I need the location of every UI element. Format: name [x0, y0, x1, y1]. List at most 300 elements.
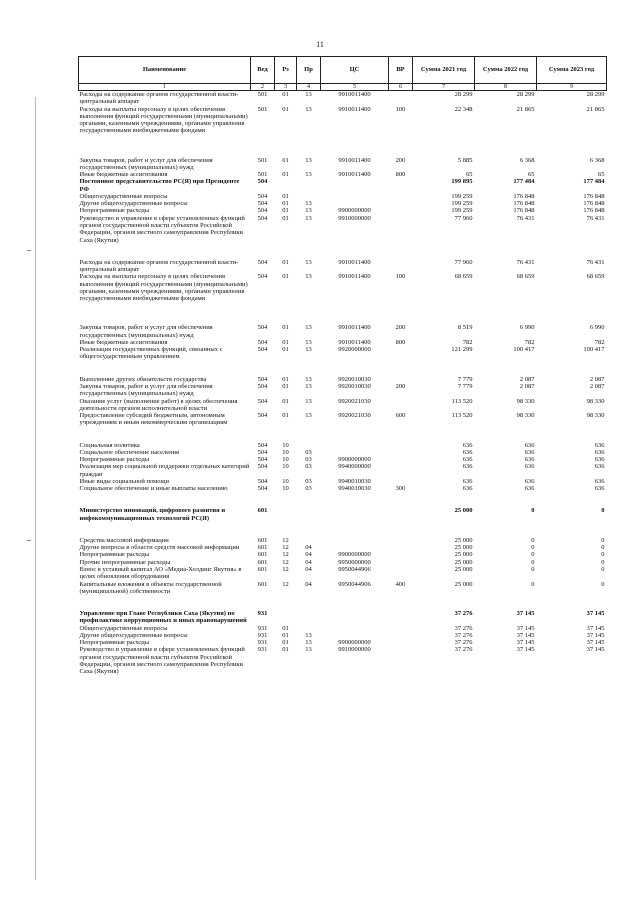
row-sum-2021: 7 779	[457, 382, 473, 390]
row-sum-2021: 199 259	[451, 200, 473, 208]
row-cs: 9910011400	[338, 105, 371, 113]
row-pr	[297, 610, 321, 625]
row-sum-2023: 0	[601, 566, 605, 574]
row-sum-2021: 199 259	[451, 207, 473, 215]
row-sum-2021: 22 348	[454, 105, 473, 113]
row-cs: 9940000000	[338, 463, 371, 471]
row-sum-2023: 636	[594, 477, 605, 485]
budget-table	[78, 56, 607, 675]
row-rz	[275, 178, 297, 193]
row-pr: 13	[305, 412, 312, 420]
row-pr: 04	[305, 566, 312, 574]
row-pr	[297, 507, 321, 522]
row-spacer-cell	[79, 492, 607, 507]
row-rz: 01	[282, 258, 289, 266]
row-sum-2021: 37 276	[454, 646, 473, 654]
row-sum-2023: 100 417	[583, 346, 605, 354]
table-row	[79, 625, 607, 632]
row-sum-2023: 636	[594, 485, 605, 493]
budget-table-container	[78, 56, 606, 675]
row-vr	[389, 646, 413, 675]
row-pr: 13	[305, 207, 312, 215]
row-pr: 03	[305, 485, 312, 493]
row-sum-2021: 25 000	[454, 580, 473, 588]
row-ved: 504	[257, 412, 268, 420]
row-name: Руководство и управление в сфере установленных функций органов государственной власти субъектов Российской Федерации, органов местного самоуправления Республики Саха (Якутия)	[79, 214, 245, 244]
row-vr	[389, 537, 413, 544]
row-pr	[297, 178, 321, 193]
table-row	[79, 559, 607, 566]
margin-tick	[27, 250, 31, 251]
row-rz: 01	[282, 646, 289, 654]
row-sum-2022: 6 990	[519, 324, 535, 332]
row-vr	[389, 610, 413, 625]
row-ved: 601	[257, 507, 268, 515]
row-cs: 9910011400	[338, 338, 371, 346]
col-number: 5	[321, 84, 389, 91]
row-pr: 13	[305, 639, 312, 647]
row-sum-2022: 0	[531, 558, 535, 566]
row-vr	[389, 507, 413, 522]
row-sum-2023: 37 145	[586, 639, 605, 647]
row-sum-2022: 636	[524, 485, 535, 493]
row-sum-2021: 37 276	[454, 639, 473, 647]
row-rz: 01	[282, 639, 289, 647]
row-sum-2023: 65	[598, 171, 605, 179]
row-ved: 501	[257, 91, 268, 98]
row-sum-2022: 636	[524, 448, 535, 456]
row-name: Иные виды социальной помощи	[79, 477, 169, 485]
header-ved: Вед	[251, 57, 275, 84]
row-cs: 9910011400	[338, 156, 371, 164]
row-cs	[321, 537, 389, 544]
row-rz: 01	[282, 214, 289, 222]
row-sum-2022: 37 145	[516, 631, 535, 639]
row-vr: 800	[395, 338, 406, 346]
row-ved: 504	[257, 485, 268, 493]
row-name: Расходы на содержание органов государственной власти- центральный аппарат	[79, 91, 239, 106]
row-rz: 12	[282, 566, 289, 574]
row-pr	[297, 537, 321, 544]
row-name: Общегосударственные вопросы	[79, 624, 168, 632]
row-cs: 9920010030	[338, 375, 371, 383]
table-row	[79, 544, 607, 551]
row-pr: 13	[305, 631, 312, 639]
table-row	[79, 632, 607, 639]
row-spacer-cell	[79, 361, 607, 376]
row-sum-2021: 7 779	[457, 375, 473, 383]
row-vr: 400	[395, 580, 406, 588]
row-sum-2021: 77 960	[454, 258, 473, 266]
row-vr	[389, 639, 413, 646]
row-sum-2022: 28 299	[516, 91, 535, 98]
margin-tick	[27, 540, 31, 541]
row-sum-2023: 98 330	[586, 412, 605, 420]
row-sum-2023: 6 990	[589, 324, 605, 332]
row-sum-2023: 37 145	[586, 631, 605, 639]
row-pr: 03	[305, 456, 312, 464]
row-cs	[321, 632, 389, 639]
row-name: Министерство инноваций, цифрового развития и инфокоммуникационных технологий РС(Я)	[79, 507, 226, 522]
row-name: Реализация мер социальной поддержки отдельных категорий граждан	[79, 463, 250, 478]
row-ved: 601	[257, 566, 268, 574]
row-name: Постоянное представительство РС(Я) при Президенте РФ	[79, 178, 240, 193]
row-sum-2021: 37 276	[454, 631, 473, 639]
header-sum-2021: Сумма 2021 год	[413, 57, 475, 84]
row-spacer	[79, 595, 607, 610]
row-name: Другие вопросы в области средств массовой информации	[79, 544, 240, 552]
row-ved: 601	[257, 544, 268, 552]
row-rz	[275, 507, 297, 522]
table-row	[79, 398, 607, 413]
row-vr	[389, 346, 413, 361]
row-ved: 501	[257, 171, 268, 179]
header-name: Наименование	[79, 57, 251, 84]
table-row	[79, 200, 607, 207]
row-sum-2023: 636	[594, 441, 605, 449]
row-name: Капитальные вложения в объекты государственной (муниципальной) собственности	[79, 580, 222, 595]
row-sum-2023: 98 330	[586, 397, 605, 405]
row-cs: 9910011400	[338, 324, 371, 332]
row-pr: 13	[305, 646, 312, 654]
row-vr	[389, 193, 413, 200]
row-sum-2022: 0	[531, 544, 535, 552]
margin-line	[35, 97, 37, 880]
row-sum-2022: 76 431	[516, 214, 535, 222]
row-pr: 03	[305, 477, 312, 485]
row-cs	[321, 178, 389, 193]
row-ved: 504	[257, 258, 268, 266]
table-row	[79, 507, 607, 522]
row-rz	[275, 610, 297, 625]
row-rz: 12	[282, 544, 289, 552]
row-sum-2023: 176 848	[583, 200, 605, 208]
row-cs: 9940010030	[338, 477, 371, 485]
row-sum-2023: 37 145	[586, 624, 605, 632]
row-sum-2022: 0	[531, 566, 535, 574]
col-number: 2	[251, 84, 275, 91]
table-row	[79, 259, 607, 274]
row-sum-2021: 25 000	[454, 536, 473, 544]
row-spacer	[79, 244, 607, 259]
row-sum-2021: 77 960	[454, 214, 473, 222]
row-rz: 01	[282, 200, 289, 208]
row-sum-2022: 636	[524, 477, 535, 485]
row-vr	[389, 632, 413, 639]
row-rz: 10	[282, 477, 289, 485]
row-sum-2021: 199 259	[451, 192, 473, 200]
row-sum-2021: 113 520	[451, 397, 473, 405]
row-name: Расходы на выплаты персоналу в целях обеспечения выполнения функций государственными (муниципальными) органами, казенными учреждениями, органами управления государственными внебюджетными фондами	[79, 273, 248, 303]
row-name: Иные бюджетные ассигнования	[79, 338, 168, 346]
row-cs: 9920021030	[338, 397, 371, 405]
row-ved: 504	[257, 375, 268, 383]
row-ved: 931	[257, 646, 268, 654]
row-vr: 200	[395, 324, 406, 332]
row-sum-2022: 0	[531, 536, 535, 544]
row-vr	[389, 376, 413, 383]
row-vr	[389, 456, 413, 463]
row-sum-2023: 76 431	[586, 258, 605, 266]
row-spacer	[79, 361, 607, 376]
row-cs	[321, 442, 389, 449]
row-sum-2022: 636	[524, 456, 535, 464]
row-ved: 504	[257, 338, 268, 346]
row-vr: 100	[395, 105, 406, 113]
row-name: Социальное обеспечение населения	[79, 448, 180, 456]
row-sum-2021: 636	[462, 477, 473, 485]
row-rz: 10	[282, 485, 289, 493]
row-pr: 04	[305, 580, 312, 588]
row-sum-2022: 68 659	[516, 273, 535, 281]
table-row	[79, 91, 607, 106]
row-ved: 504	[257, 397, 268, 405]
row-name: Выполнение других обязательств государства	[79, 375, 207, 383]
row-spacer	[79, 302, 607, 324]
row-name: Предоставление субсидий бюджетным, автономным учреждениям и иным некоммерческим организациям	[79, 412, 228, 427]
row-cs: 9910011400	[338, 273, 371, 281]
row-rz: 01	[282, 207, 289, 215]
row-sum-2023: 177 484	[583, 178, 605, 186]
row-sum-2022: 782	[524, 338, 535, 346]
row-cs: 9950000000	[338, 558, 371, 566]
row-sum-2021: 37 276	[454, 624, 473, 632]
row-pr: 13	[305, 382, 312, 390]
row-sum-2022: 76 431	[516, 258, 535, 266]
table-row	[79, 273, 607, 302]
row-rz: 01	[282, 171, 289, 179]
table-row	[79, 646, 607, 675]
row-sum-2021: 782	[462, 338, 473, 346]
header-sum-2023: Сумма 2023 год	[537, 57, 607, 84]
row-rz: 12	[282, 551, 289, 559]
row-name: Непрограммные расходы	[79, 207, 150, 215]
row-sum-2022: 0	[531, 580, 535, 588]
row-sum-2021: 37 276	[454, 610, 473, 618]
row-pr: 13	[305, 397, 312, 405]
row-cs: 9940010030	[338, 485, 371, 493]
row-sum-2023: 636	[594, 448, 605, 456]
row-sum-2022: 98 330	[516, 397, 535, 405]
header-cs: ЦС	[321, 57, 389, 84]
row-sum-2021: 65	[466, 171, 473, 179]
row-sum-2023: 0	[601, 551, 605, 559]
row-ved: 931	[257, 631, 268, 639]
row-sum-2023: 68 659	[586, 273, 605, 281]
row-vr: 200	[395, 156, 406, 164]
row-name: Средства массовой информации	[79, 536, 169, 544]
row-rz: 10	[282, 441, 289, 449]
row-vr: 600	[395, 412, 406, 420]
row-sum-2021: 25 000	[454, 551, 473, 559]
row-vr	[389, 449, 413, 456]
row-vr	[389, 559, 413, 566]
header-vr: ВР	[389, 57, 413, 84]
row-name: Социальная политика	[79, 441, 140, 449]
col-number: 7	[413, 84, 475, 91]
row-ved: 504	[257, 178, 268, 186]
row-rz: 01	[282, 631, 289, 639]
row-sum-2022: 636	[524, 441, 535, 449]
row-sum-2023: 636	[594, 456, 605, 464]
row-sum-2022: 21 865	[516, 105, 535, 113]
row-rz: 10	[282, 448, 289, 456]
row-cs	[321, 507, 389, 522]
row-vr	[389, 478, 413, 485]
row-ved: 931	[257, 624, 268, 632]
row-sum-2023: 636	[594, 463, 605, 471]
row-name: Реализация государственных функций, связанных с общегосударственным управлением	[79, 346, 223, 361]
row-name: Непрограммные расходы	[79, 639, 150, 647]
table-row	[79, 463, 607, 478]
row-spacer-cell	[79, 244, 607, 259]
row-sum-2021: 636	[462, 448, 473, 456]
table-row	[79, 215, 607, 244]
column-number-row	[79, 84, 607, 91]
row-ved: 504	[257, 463, 268, 471]
table-row	[79, 346, 607, 361]
row-ved: 504	[257, 273, 268, 281]
row-sum-2022: 37 145	[516, 624, 535, 632]
row-sum-2021: 121 299	[451, 346, 473, 354]
row-pr	[297, 193, 321, 200]
row-sum-2023: 782	[594, 338, 605, 346]
row-pr: 13	[305, 214, 312, 222]
row-vr	[389, 207, 413, 214]
row-sum-2022: 6 368	[519, 156, 535, 164]
row-cs: 9900000000	[338, 551, 371, 559]
row-rz: 01	[282, 338, 289, 346]
table-row	[79, 157, 607, 172]
row-ved: 504	[257, 441, 268, 449]
row-name: Оказание услуг (выполнение работ) в целях обеспечения деятельности органов исполнительной власти	[79, 397, 238, 412]
row-vr	[389, 398, 413, 413]
row-name: Иные бюджетные ассигнования	[79, 171, 168, 179]
row-vr	[389, 625, 413, 632]
row-name: Руководство и управление в сфере установленных функций органов государственной власти субъектов Российской Федерации, органов местного самоуправления Республики Саха (Якутия)	[79, 646, 245, 676]
row-pr: 13	[305, 375, 312, 383]
row-rz: 01	[282, 91, 289, 98]
row-sum-2021: 68 659	[454, 273, 473, 281]
row-rz: 01	[282, 156, 289, 164]
row-spacer	[79, 492, 607, 507]
row-vr	[389, 544, 413, 551]
row-rz: 01	[282, 624, 289, 632]
row-sum-2022: 2 087	[519, 382, 535, 390]
row-rz: 01	[282, 397, 289, 405]
row-ved: 504	[257, 324, 268, 332]
row-ved: 601	[257, 558, 268, 566]
table-row	[79, 339, 607, 346]
row-sum-2022: 0	[531, 507, 535, 515]
row-sum-2022: 98 330	[516, 412, 535, 420]
row-spacer-cell	[79, 522, 607, 537]
col-number: 6	[389, 84, 413, 91]
row-ved: 504	[257, 192, 268, 200]
table-row	[79, 376, 607, 383]
row-cs: 9900000000	[338, 639, 371, 647]
row-name: Другие общегосударственные вопросы	[79, 631, 188, 639]
row-sum-2022: 37 145	[516, 646, 535, 654]
row-cs: 9900000000	[338, 207, 371, 215]
table-row	[79, 412, 607, 427]
row-vr	[389, 91, 413, 106]
row-cs	[321, 449, 389, 456]
row-spacer-cell	[79, 302, 607, 324]
table-row	[79, 442, 607, 449]
row-vr	[389, 259, 413, 274]
row-sum-2022: 636	[524, 463, 535, 471]
row-name: Управление при Главе Республики Саха (Якутия) по профилактике коррупционных и иных правонарушений	[79, 610, 247, 625]
table-row	[79, 178, 607, 193]
row-rz: 12	[282, 580, 289, 588]
row-pr: 13	[305, 338, 312, 346]
row-pr: 04	[305, 544, 312, 552]
row-cs	[321, 200, 389, 207]
table-row	[79, 106, 607, 135]
row-sum-2021: 199 895	[451, 178, 473, 186]
table-row	[79, 478, 607, 485]
row-ved: 504	[257, 200, 268, 208]
row-cs: 9950044906	[338, 566, 371, 574]
table-row	[79, 551, 607, 558]
row-pr: 03	[305, 448, 312, 456]
table-row	[79, 610, 607, 625]
row-sum-2023: 6 368	[589, 156, 605, 164]
table-row	[79, 171, 607, 178]
row-pr: 03	[305, 463, 312, 471]
row-sum-2022: 177 484	[513, 178, 535, 186]
row-sum-2023: 37 145	[586, 610, 605, 618]
row-name: Закупка товаров, работ и услуг для обеспечения государственных (муниципальных) нужд	[79, 324, 213, 339]
row-vr	[389, 215, 413, 244]
row-sum-2023: 21 865	[586, 105, 605, 113]
table-body	[79, 91, 607, 676]
row-sum-2023: 0	[601, 507, 605, 515]
row-sum-2021: 28 299	[454, 91, 473, 98]
row-sum-2022: 37 145	[516, 610, 535, 618]
row-rz: 01	[282, 375, 289, 383]
row-sum-2023: 176 848	[583, 192, 605, 200]
row-sum-2021: 636	[462, 485, 473, 493]
row-sum-2021: 8 519	[457, 324, 473, 332]
row-sum-2023: 2 087	[589, 382, 605, 390]
col-number: 4	[297, 84, 321, 91]
row-ved: 601	[257, 580, 268, 588]
row-cs: 9910011400	[338, 171, 371, 179]
row-spacer	[79, 427, 607, 442]
row-ved: 601	[257, 551, 268, 559]
row-ved: 601	[257, 536, 268, 544]
row-vr	[389, 178, 413, 193]
row-sum-2023: 0	[601, 558, 605, 566]
row-cs: 9910011400	[338, 258, 371, 266]
row-ved: 501	[257, 156, 268, 164]
row-ved: 504	[257, 448, 268, 456]
row-sum-2022: 100 417	[513, 346, 535, 354]
row-vr	[389, 566, 413, 581]
row-vr	[389, 200, 413, 207]
row-cs	[321, 544, 389, 551]
row-ved: 504	[257, 346, 268, 354]
header-sum-2022: Сумма 2022 год	[475, 57, 537, 84]
row-rz: 01	[282, 382, 289, 390]
row-vr: 200	[395, 382, 406, 390]
col-number: 1	[79, 84, 251, 91]
row-name: Расходы на выплаты персоналу в целях обеспечения выполнения функций государственными (муниципальными) органами, казенными учреждениями, органами управления государственными внебюджетными фондами	[79, 105, 248, 135]
row-ved: 501	[257, 105, 268, 113]
table-row	[79, 566, 607, 581]
